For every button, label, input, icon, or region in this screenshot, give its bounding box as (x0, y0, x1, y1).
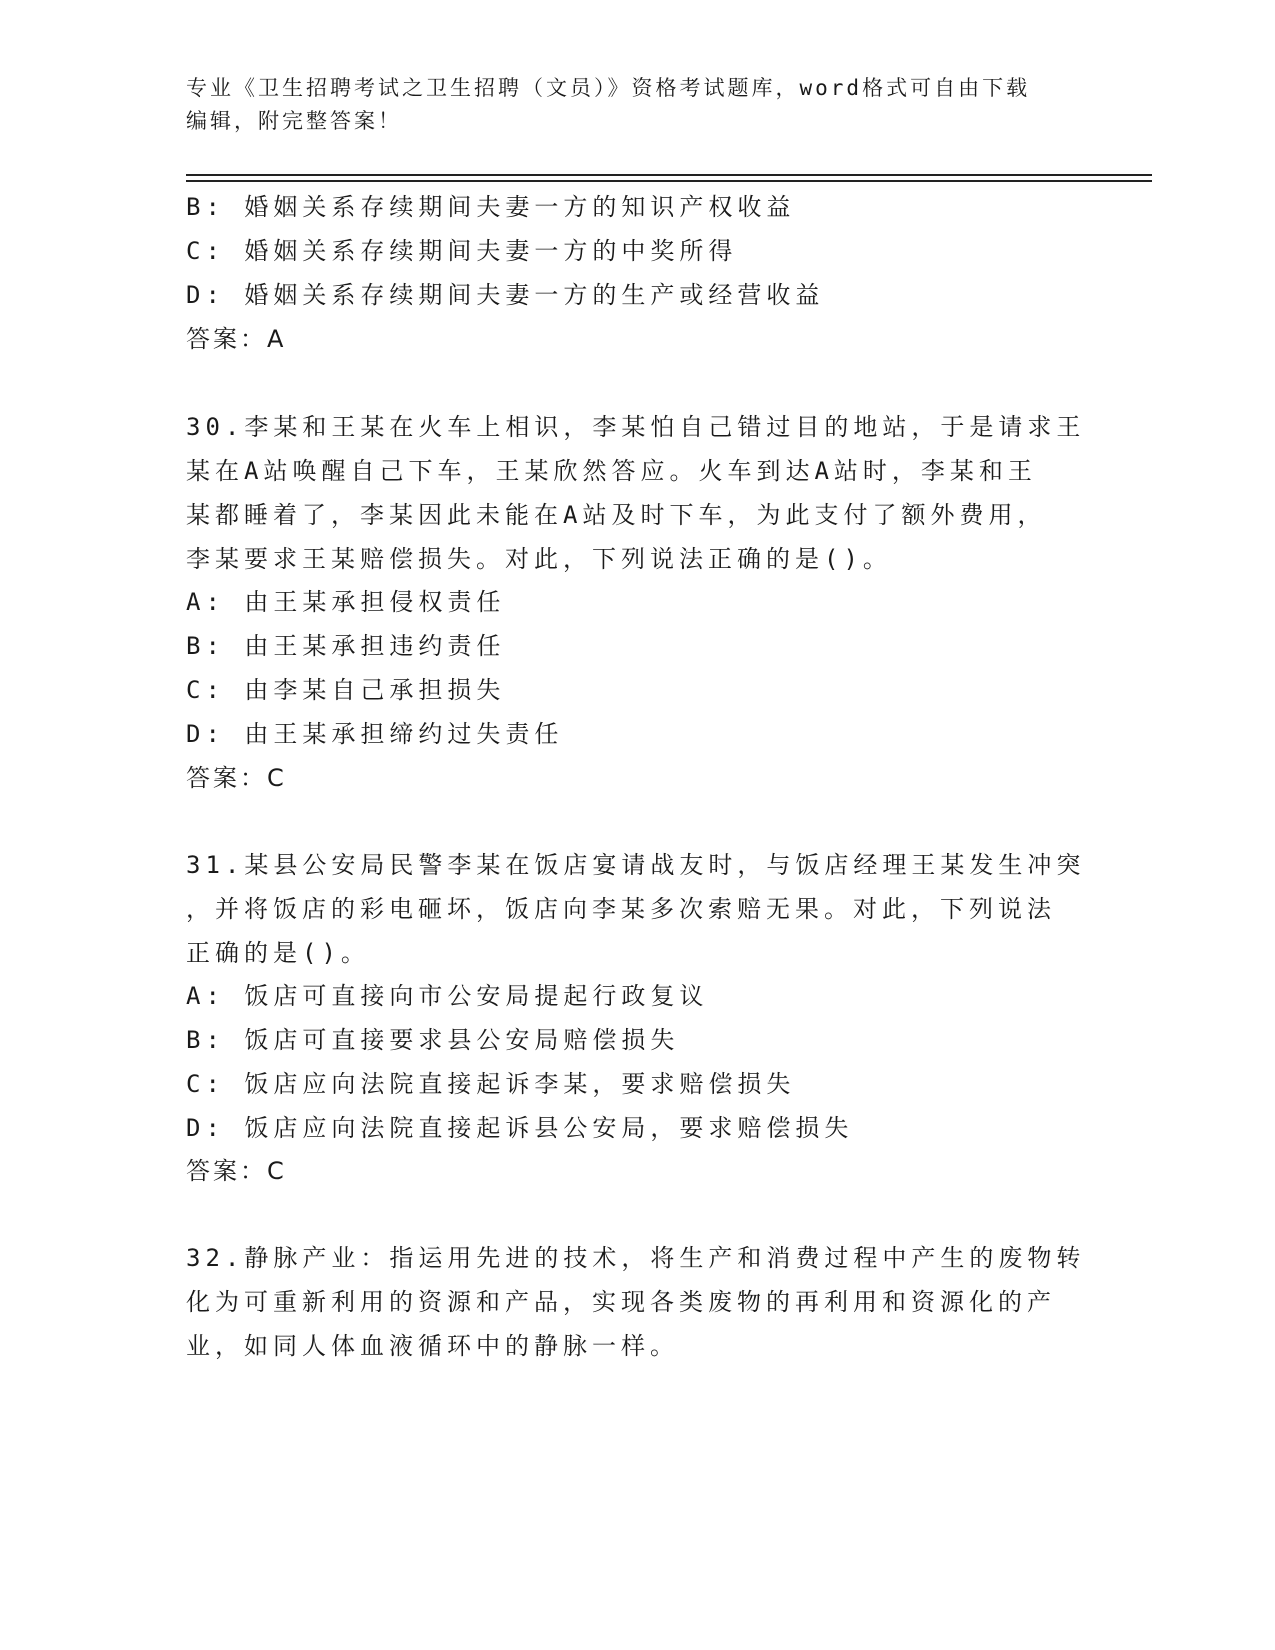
q30-stem-line: 李某要求王某赔偿损失。对此，下列说法正确的是()。 (186, 545, 892, 573)
header-divider-bottom (186, 180, 1152, 182)
q30-stem-line: 30.李某和王某在火车上相识，李某怕自己错过目的地站，于是请求王 (186, 413, 1086, 441)
q30-stem-line: 某都睡着了，李某因此未能在A站及时下车，为此支付了额外费用， (186, 501, 1047, 529)
page-header (186, 72, 1066, 138)
q30-option-a: A: 由王某承担侵权责任 (186, 588, 506, 616)
q31-stem-line: ，并将饭店的彩电砸坏，饭店向李某多次索赔无果。对此，下列说法 (186, 895, 1056, 923)
q30-option-d: D: 由王某承担缔约过失责任 (186, 720, 564, 748)
q31-stem-line: 正确的是()。 (186, 939, 370, 967)
q30-option-c: C: 由李某自己承担损失 (186, 676, 506, 704)
q30-answer: 答案：C (186, 764, 287, 792)
q31-option-a: A: 饭店可直接向市公安局提起行政复议 (186, 982, 709, 1010)
q32-stem-line: 化为可重新利用的资源和产品，实现各类废物的再利用和资源化的产 (186, 1288, 1056, 1316)
q30-stem-line: 某在A站唤醒自己下车，王某欣然答应。火车到达A站时，李某和王 (186, 457, 1037, 485)
q31-answer: 答案：C (186, 1157, 287, 1185)
q32-stem-line: 业，如同人体血液循环中的静脉一样。 (186, 1332, 679, 1360)
q31-option-b: B: 饭店可直接要求县公安局赔偿损失 (186, 1026, 680, 1054)
header-line-2: 编辑，附完整答案！ (186, 109, 402, 133)
q29-option-b: B: 婚姻关系存续期间夫妻一方的知识产权收益 (186, 193, 796, 221)
q29-option-c: C: 婚姻关系存续期间夫妻一方的中奖所得 (186, 237, 738, 265)
q31-option-d: D: 饭店应向法院直接起诉县公安局，要求赔偿损失 (186, 1114, 854, 1142)
header-divider-top (186, 174, 1152, 176)
q31-option-c: C: 饭店应向法院直接起诉李某，要求赔偿损失 (186, 1070, 796, 1098)
q29-option-d: D: 婚姻关系存续期间夫妻一方的生产或经营收益 (186, 281, 825, 309)
q30-option-b: B: 由王某承担违约责任 (186, 632, 506, 660)
q31-stem-line: 31.某县公安局民警李某在饭店宴请战友时，与饭店经理王某发生冲突 (186, 851, 1086, 879)
q29-answer: 答案：A (186, 325, 287, 353)
q32-stem-line: 32.静脉产业：指运用先进的技术，将生产和消费过程中产生的废物转 (186, 1244, 1086, 1272)
header-line-1: 专业《卫生招聘考试之卫生招聘（文员）》资格考试题库，word格式可自由下载 (186, 76, 1031, 100)
